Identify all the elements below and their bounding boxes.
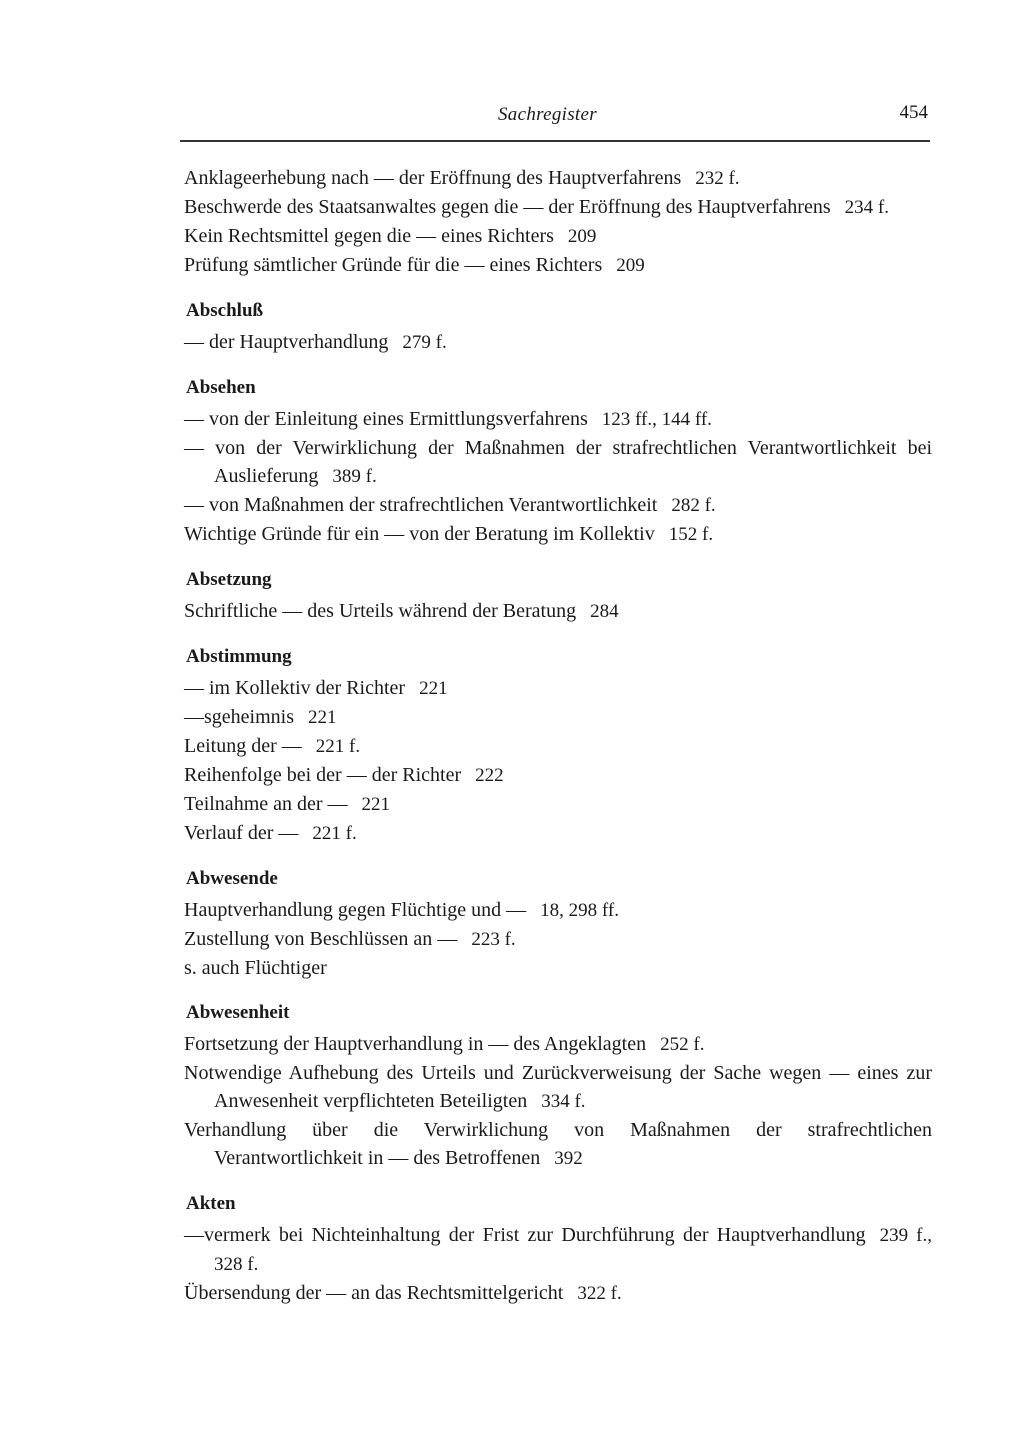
page-reference: 282 f. (671, 495, 716, 516)
entry-text: Teilnahme an der — (184, 793, 348, 815)
index-entry (184, 164, 932, 193)
entry-text: —vermerk bei Nichteinhaltung der Frist zur Durchführung der Hauptverhandlung (184, 1224, 866, 1246)
entry-text: Prüfung sämtlicher Gründe für die — eines Richters (184, 254, 603, 276)
page-reference: 334 f. (541, 1091, 586, 1112)
index-entry (184, 925, 932, 954)
index-entry (184, 954, 932, 982)
section-heading: Abstimmung (186, 646, 292, 667)
page-reference: 221 (361, 794, 391, 815)
index-section (184, 567, 932, 626)
entry-text: Reihenfolge bei der — der Richter (184, 764, 462, 786)
page-reference: 239 f., 328 f. (214, 1225, 933, 1275)
page-reference: 389 f. (332, 466, 377, 487)
entry-text: — der Hauptverhandlung (184, 331, 389, 353)
index-section (184, 298, 932, 357)
index-entry (184, 674, 932, 703)
entry-text: Anklageerhebung nach — der Eröffnung des Hauptverfahrens (184, 167, 682, 189)
index-sections (184, 298, 932, 1308)
entry-text: Verhandlung über die Verwirklichung von Maßnahmen der strafrechtlichen Verantwortlichkeit in — des Betroffenen (184, 1119, 932, 1169)
section-heading: Abschluß (186, 300, 264, 321)
entry-text: s. auch Flüchtiger (184, 957, 327, 979)
page-reference: 284 (590, 601, 619, 622)
entry-text: Übersendung der — an das Rechtsmittelgericht (184, 1282, 564, 1304)
index-entry (184, 1116, 932, 1173)
page-reference: 221 f. (315, 736, 361, 757)
entry-text: — von Maßnahmen der strafrechtlichen Verantwortlichkeit (184, 494, 658, 516)
index-section (184, 866, 932, 982)
index-entry (184, 520, 932, 549)
index-section (184, 1191, 932, 1308)
page-reference: 392 (554, 1148, 583, 1169)
page-reference: 252 f. (660, 1034, 705, 1055)
running-title: Sachregister (498, 104, 597, 125)
entry-text: Kein Rechtsmittel gegen die — eines Richters (184, 225, 554, 247)
index-entry (184, 405, 932, 434)
index-entry (184, 434, 932, 491)
entry-text: Wichtige Gründe für ein — von der Beratung im Kollektiv (184, 523, 655, 545)
entry-text: Schriftliche — des Urteils während der Beratung (184, 600, 577, 622)
index-entry (184, 896, 932, 925)
index-entry (184, 222, 932, 251)
entry-text: — von der Verwirklichung der Maßnahmen der strafrechtlichen Verantwortlichkeit bei Auslieferung (184, 437, 932, 487)
page-reference: 221 f. (312, 823, 357, 844)
index-entry (184, 597, 932, 626)
entry-text: Fortsetzung der Hauptverhandlung in — des Angeklagten (184, 1033, 647, 1055)
index-section (184, 375, 932, 549)
entry-text: Verlauf der — (184, 822, 299, 844)
index-entry (184, 1221, 932, 1279)
entry-text: Notwendige Aufhebung des Urteils und Zurückverweisung der Sache wegen — eines zur Anwesenheit verpflichteten Beteiligten (184, 1062, 932, 1112)
index-content (184, 164, 932, 1308)
index-entry (184, 1030, 932, 1059)
page-reference: 123 ff., 144 ff. (601, 409, 712, 430)
index-entry (184, 761, 932, 790)
entry-text: — im Kollektiv der Richter (184, 677, 406, 699)
entry-text: —sgeheimnis (184, 706, 294, 728)
page-reference: 222 (475, 765, 504, 786)
page-reference: 209 (567, 226, 597, 247)
page-reference: 18, 298 ff. (540, 900, 619, 921)
page-reference: 232 f. (695, 168, 740, 189)
index-entry (184, 1279, 932, 1308)
entry-text: Hauptverhandlung gegen Flüchtige und — (184, 899, 527, 921)
entry-text: Beschwerde des Staatsanwaltes gegen die — der Eröffnung des Hauptverfahrens (184, 196, 831, 218)
page-header (180, 100, 930, 142)
index-entry (184, 328, 932, 357)
page-reference: 322 f. (577, 1283, 622, 1304)
page-reference: 152 f. (668, 524, 714, 545)
index-entry (184, 703, 932, 732)
section-heading: Akten (186, 1193, 236, 1214)
page-reference: 209 (616, 255, 645, 276)
section-heading: Abwesende (186, 868, 278, 889)
index-section (184, 1000, 932, 1173)
page-reference: 234 f. (844, 197, 889, 218)
index-section (184, 644, 932, 848)
index-entry (184, 491, 932, 520)
entry-text: Zustellung von Beschlüssen an — (184, 928, 458, 950)
entry-text: Leitung der — (184, 735, 302, 757)
index-entry (184, 251, 932, 280)
index-entry (184, 819, 932, 848)
index-entry (184, 732, 932, 761)
section-heading: Absetzung (186, 569, 272, 590)
page-reference: 279 f. (402, 332, 447, 353)
page-reference: 221 (419, 678, 448, 699)
page-reference: 223 f. (471, 929, 516, 950)
index-entry (184, 790, 932, 819)
intro-entries (184, 164, 932, 280)
section-heading: Abwesenheit (186, 1002, 290, 1023)
page-number: 454 (899, 102, 928, 123)
page-reference: 221 (308, 707, 337, 728)
index-entry (184, 1059, 932, 1116)
section-heading: Absehen (186, 377, 256, 398)
index-entry (184, 193, 932, 222)
entry-text: — von der Einleitung eines Ermittlungsverfahrens (184, 408, 588, 430)
